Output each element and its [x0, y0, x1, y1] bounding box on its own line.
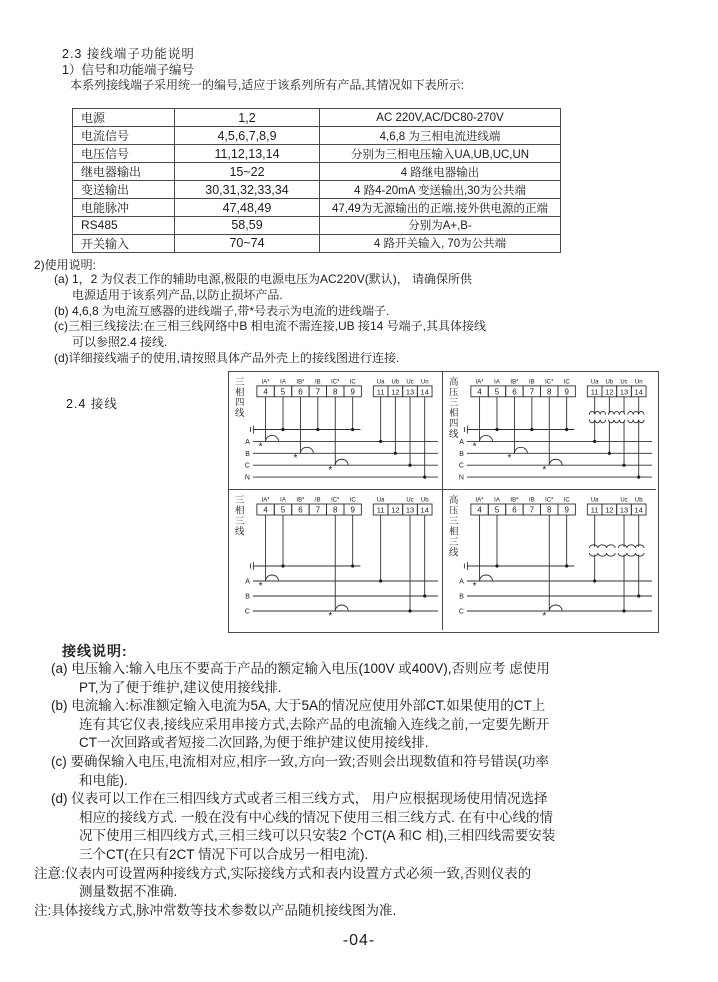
text-line: 况下使用三相四线方式,三相三线可以只安装2 个CT(A 和C 相),三相四线需要安装	[79, 828, 556, 844]
table-cell: 变送输出	[73, 181, 175, 199]
svg-text:6: 6	[512, 505, 517, 515]
table-cell: 47,49为无源输出的正端,接外供电源的正端	[320, 199, 561, 217]
svg-text:C: C	[244, 462, 250, 470]
svg-text:6: 6	[298, 387, 303, 397]
table-cell: 分别为三相电压输入UA,UB,UC,UN	[320, 145, 561, 163]
text-line: 相应的接线方式. 一般在没有中心线的情况下使用三相三线方式. 在有中心线的情	[79, 809, 554, 825]
svg-text:4: 4	[263, 387, 268, 397]
page-number: -04-	[342, 932, 376, 949]
text-line: PT,为了便于维护,建议使用接线排.	[79, 679, 282, 695]
svg-text:IC*: IC*	[545, 379, 554, 386]
svg-text:7: 7	[315, 505, 321, 515]
svg-text:IA*: IA*	[475, 379, 484, 386]
svg-text:8: 8	[333, 505, 338, 515]
svg-text:三: 三	[234, 515, 245, 528]
svg-text:IB*: IB*	[510, 379, 519, 386]
svg-text:8: 8	[547, 387, 552, 397]
table-cell: 开关输入	[73, 234, 175, 252]
svg-text:13: 13	[619, 387, 629, 397]
usage-note-item	[54, 304, 694, 320]
diagram-hv-3p4w	[443, 372, 656, 490]
diagram-hv-3p3w	[443, 490, 656, 630]
svg-text:Uc: Uc	[620, 497, 628, 504]
svg-text:*: *	[542, 465, 547, 477]
svg-text:A: A	[245, 438, 250, 446]
text-line: (b) 电流输入:标准额定输入电流为5A, 大于5A的情况应使用外部CT.如果使用的CT上	[51, 698, 546, 714]
svg-text:13: 13	[405, 505, 415, 515]
svg-text:9: 9	[350, 505, 355, 515]
svg-text:*: *	[507, 453, 512, 465]
svg-text:三: 三	[234, 375, 245, 387]
svg-text:线: 线	[234, 526, 245, 538]
svg-text:7: 7	[315, 387, 321, 397]
svg-text:C: C	[458, 608, 464, 616]
svg-text:5: 5	[494, 387, 500, 397]
table-row	[73, 127, 561, 145]
table-cell: 继电器输出	[73, 163, 175, 181]
svg-text:9: 9	[564, 387, 569, 397]
svg-text:IC*: IC*	[331, 379, 340, 386]
svg-text:12: 12	[391, 387, 400, 397]
svg-text:5: 5	[494, 505, 500, 515]
text-line: (d) 仪表可以工作在三相四线方式或者三相三线方式， 用户应根据现场使用情况选择	[51, 791, 548, 807]
svg-text:IC*: IC*	[331, 497, 340, 504]
wiring-note-item	[51, 697, 706, 753]
table-cell: 47,48,49	[175, 199, 320, 217]
svg-text:IB*: IB*	[296, 497, 305, 504]
table-cell: 15~22	[175, 163, 320, 181]
wiring-note-item	[34, 902, 706, 921]
terminal-table-intro: 本系列接线端子采用统一的编号,适应于该系列所有产品,其情况如下表所示:	[70, 78, 465, 92]
svg-text:四: 四	[448, 417, 459, 429]
section-2-4-title: 2.4 接线	[66, 397, 118, 411]
svg-text:线: 线	[448, 547, 459, 559]
text-line: (b) 4,6,8 为电流互感器的进线端子,带*号表示为电流的进线端子.	[54, 303, 390, 318]
text-line: 连有其它仪表,接线应采用串接方式,去除产品的电流输入连线之前,一定要先断开	[79, 716, 550, 732]
usage-note-item	[54, 272, 694, 304]
table-cell: 11,12,13,14	[175, 145, 320, 163]
svg-text:IC*: IC*	[545, 497, 554, 504]
table-row	[73, 234, 561, 252]
text-line: (c)三相三线接法:在三相三线网络中B 相电流不需连接,UB 接14 号端子,其具体接线	[54, 319, 487, 334]
svg-text:IC: IC	[563, 497, 570, 504]
svg-text:IA*: IA*	[261, 379, 270, 386]
table-row	[73, 109, 561, 127]
svg-text:9: 9	[350, 387, 355, 397]
table-cell: 4,6,8 为三相电流进线端	[320, 127, 561, 145]
table-row	[73, 199, 561, 217]
svg-text:5: 5	[280, 505, 286, 515]
svg-text:6: 6	[298, 505, 303, 515]
table-cell: RS485	[73, 217, 175, 235]
table-cell: AC 220V,AC/DC80-270V	[320, 109, 561, 127]
table-cell: 70~74	[175, 234, 320, 252]
svg-text:12: 12	[605, 505, 614, 515]
text-line: 注意:仪表内可设置两种接线方式,实际接线方式和表内设置方式必须一致,否则仪表的	[34, 865, 532, 881]
svg-text:Ub: Ub	[391, 379, 400, 386]
table-cell: 电压信号	[73, 145, 175, 163]
svg-text:8: 8	[333, 387, 338, 397]
svg-text:相: 相	[448, 526, 459, 538]
svg-text:*: *	[328, 610, 333, 623]
wiring-notes-list	[34, 660, 706, 920]
svg-text:4: 4	[477, 387, 482, 397]
svg-text:IA*: IA*	[261, 497, 270, 504]
svg-text:*: *	[258, 580, 263, 593]
usage-note-item	[54, 351, 694, 367]
svg-text:相: 相	[234, 386, 245, 398]
svg-text:A: A	[245, 578, 250, 586]
svg-text:N: N	[244, 474, 250, 482]
table-cell: 4 路4-20mA 变送输出,30为公共端	[320, 181, 561, 199]
svg-text:C: C	[458, 462, 464, 470]
table-cell: 分别为A+,B-	[320, 217, 561, 235]
svg-text:线: 线	[448, 427, 459, 439]
svg-text:相: 相	[448, 407, 459, 419]
table-cell: 4,5,6,7,8,9	[175, 127, 320, 145]
svg-text:Uc: Uc	[620, 379, 628, 386]
svg-text:*: *	[293, 453, 298, 465]
svg-text:5: 5	[280, 387, 286, 397]
wiring-diagram-grid	[228, 371, 659, 633]
svg-text:压: 压	[448, 386, 459, 398]
svg-text:Ua: Ua	[590, 497, 599, 504]
svg-text:*: *	[542, 610, 547, 623]
svg-text:9: 9	[564, 505, 569, 515]
wiring-note-item	[51, 753, 706, 790]
svg-text:IB: IB	[315, 379, 321, 386]
svg-text:8: 8	[547, 505, 552, 515]
table-cell: 4 路开关输入, 70为公共端	[320, 234, 561, 252]
svg-text:B: B	[459, 450, 464, 458]
usage-notes-list	[54, 272, 694, 367]
section-2-3-subtitle: 1）信号和功能端子编号	[62, 63, 194, 77]
svg-text:IB: IB	[529, 379, 535, 386]
svg-text:Ua: Ua	[376, 497, 385, 504]
svg-text:Uc: Uc	[406, 497, 414, 504]
svg-text:14: 14	[634, 387, 643, 397]
svg-text:IC: IC	[349, 497, 356, 504]
svg-text:11: 11	[376, 505, 385, 515]
terminal-table-body	[73, 109, 561, 253]
svg-text:IC: IC	[349, 379, 356, 386]
text-line: (c) 要确保输入电压,电流相对应,相序一致,方向一致;否则会出现数值和符号错误(功率	[51, 753, 549, 769]
svg-text:IB*: IB*	[510, 497, 519, 504]
svg-text:B: B	[245, 450, 250, 458]
table-cell: 电能脉冲	[73, 199, 175, 217]
svg-text:IA: IA	[280, 497, 286, 504]
svg-text:Uc: Uc	[406, 379, 414, 386]
svg-text:三: 三	[234, 494, 245, 507]
svg-text:三: 三	[448, 536, 459, 549]
svg-text:三: 三	[448, 515, 459, 528]
section-2-3-title: 2.3 接线端子功能说明	[62, 47, 195, 61]
svg-text:Ub: Ub	[634, 497, 643, 504]
svg-text:四: 四	[234, 396, 245, 408]
svg-text:11: 11	[590, 505, 599, 515]
svg-text:线: 线	[234, 407, 245, 419]
wiring-note-item	[51, 790, 706, 864]
svg-text:4: 4	[263, 505, 268, 515]
svg-text:Ub: Ub	[420, 497, 429, 504]
svg-text:14: 14	[420, 505, 429, 515]
diagram-3p4w	[229, 372, 443, 490]
svg-text:A: A	[459, 438, 464, 446]
svg-text:12: 12	[605, 387, 614, 397]
usage-note-item	[54, 319, 694, 351]
svg-text:IC: IC	[563, 379, 570, 386]
svg-text:IA: IA	[494, 497, 500, 504]
text-line: 和电能).	[79, 772, 128, 788]
svg-text:12: 12	[391, 505, 400, 515]
svg-text:6: 6	[512, 387, 517, 397]
svg-text:高: 高	[448, 494, 459, 507]
table-cell: 电源	[73, 109, 175, 127]
terminal-function-table	[72, 108, 561, 253]
svg-text:Un: Un	[634, 379, 643, 386]
text-line: 电源适用于该系列产品,以防止损坏产品.	[72, 287, 283, 302]
svg-text:IA: IA	[494, 379, 500, 386]
svg-text:7: 7	[529, 505, 535, 515]
text-line: 可以参照2.4 接线.	[72, 335, 168, 350]
svg-text:IA: IA	[280, 379, 286, 386]
svg-text:IB: IB	[529, 497, 535, 504]
svg-text:7: 7	[529, 387, 535, 397]
svg-text:11: 11	[376, 387, 385, 397]
svg-text:IB*: IB*	[296, 379, 305, 386]
svg-text:B: B	[245, 593, 250, 601]
svg-text:IB: IB	[315, 497, 321, 504]
table-row	[73, 181, 561, 199]
svg-text:相: 相	[234, 505, 245, 517]
svg-text:三: 三	[448, 396, 459, 408]
svg-text:14: 14	[420, 387, 429, 397]
svg-text:C: C	[244, 608, 250, 616]
table-cell: 30,31,32,33,34	[175, 181, 320, 199]
wiring-note-item	[34, 865, 706, 902]
table-cell: 58,59	[175, 217, 320, 235]
svg-text:*: *	[328, 465, 333, 477]
text-line: (a) 电压输入:输入电压不要高于产品的额定输入电压(100V 或400V),否则应考 虑使用	[51, 661, 550, 676]
wiring-notes-title: 接线说明:	[62, 643, 128, 659]
wiring-note-item	[51, 660, 706, 697]
svg-text:Ub: Ub	[605, 379, 614, 386]
svg-text:*: *	[472, 580, 477, 593]
svg-text:N: N	[458, 474, 464, 482]
svg-text:13: 13	[619, 505, 629, 515]
svg-text:高: 高	[448, 375, 459, 387]
table-row	[73, 145, 561, 163]
svg-text:A: A	[459, 578, 464, 586]
svg-text:压: 压	[448, 505, 459, 517]
svg-text:*: *	[258, 441, 263, 453]
text-line: 测量数据不准确.	[79, 884, 178, 900]
usage-notes-title: 2)使用说明:	[34, 258, 97, 272]
svg-text:*: *	[472, 441, 477, 453]
text-line: (d)详细接线端子的使用,请按照具体产品外壳上的接线图进行连接.	[54, 350, 400, 365]
text-line: (a) 1，2 为仪表工作的辅助电源,极限的电源电压为AC220V(默认)， 请确保所供	[54, 272, 473, 286]
svg-text:Ua: Ua	[376, 379, 385, 386]
svg-text:B: B	[459, 593, 464, 601]
table-row	[73, 217, 561, 235]
svg-text:11: 11	[590, 387, 599, 397]
table-cell: 电流信号	[73, 127, 175, 145]
text-line: 三个CT(在只有2CT 情况下可以合成另一相电流).	[79, 846, 369, 862]
table-cell: 4 路继电器输出	[320, 163, 561, 181]
svg-text:4: 4	[477, 505, 482, 515]
text-line: CT一次回路或者短接二次回路,为便于维护建议使用接线排.	[79, 735, 429, 751]
svg-text:14: 14	[634, 505, 643, 515]
svg-text:IA*: IA*	[475, 497, 484, 504]
diagram-3p3w	[229, 490, 443, 630]
table-row	[73, 163, 561, 181]
svg-text:Un: Un	[420, 379, 429, 386]
svg-text:13: 13	[405, 387, 415, 397]
table-cell: 1,2	[175, 109, 320, 127]
text-line: 注:具体接线方式,脉冲常数等技术参数以产品随机接线图为准.	[34, 902, 397, 918]
svg-text:Ua: Ua	[590, 379, 599, 386]
